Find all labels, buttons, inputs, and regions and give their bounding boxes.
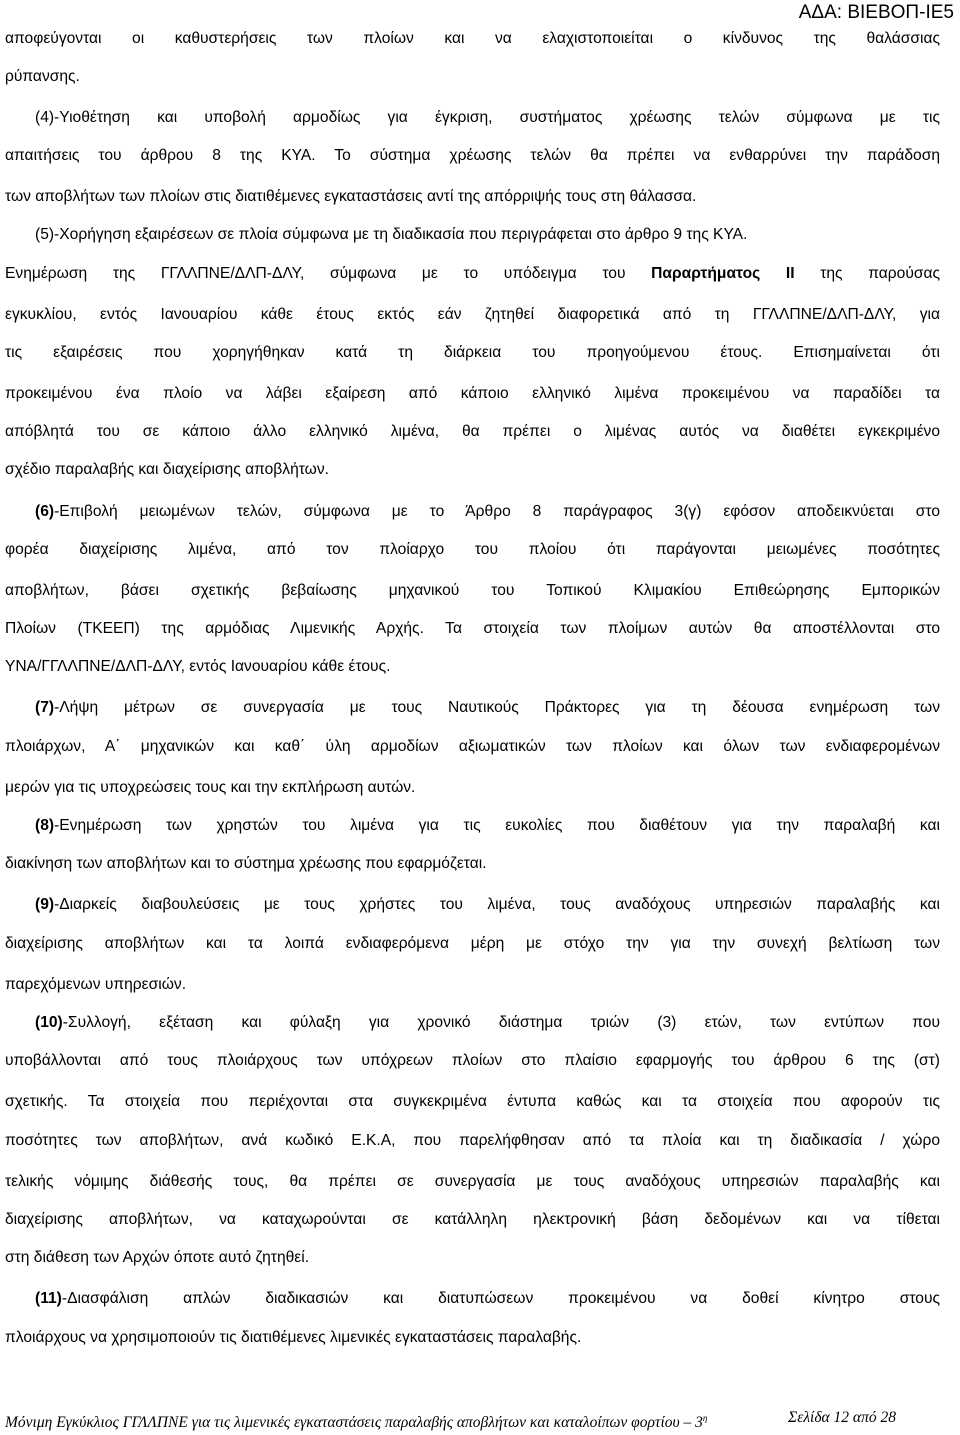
bold-text: (11) [35, 1290, 62, 1307]
text-segment: ποσότητες των αποβλήτων, ανά κωδικό Ε.Κ.Α, που παρελήφθησαν από τα πλοία και τη διαδικασία / χώρο [5, 1132, 940, 1149]
text-line [5, 137, 940, 175]
text-line [5, 648, 940, 686]
text-segment: -Συλλογή, εξέταση και φύλαξη για χρονικό διάστημα τριών (3) ετών, των εντύπων που [62, 1014, 940, 1031]
text-line [5, 925, 940, 963]
text-segment: πλοιάρχων, Α΄ μηχανικών και καθ΄ ύλη αρμοδίων αξιωματικών των πλοίων και όλων των ενδιαφερομένων [5, 738, 940, 755]
text-segment: διαχείρισης αποβλήτων, να καταχωρούνται σε κατάλληλη ηλεκτρονική βάση δεδομένων και να τίθεται [5, 1211, 940, 1228]
text-segment: αποφεύγονται οι καθυστερήσεις των πλοίων και να ελαχιστοποιείται ο κίνδυνος της θαλάσσιας [5, 30, 940, 47]
text-segment: (5)-Χορήγηση εξαιρέσεων σε πλοία σύμφωνα με τη διαδικασία που περιγράφεται στο άρθρο 9 της ΚΥΑ. [35, 226, 748, 243]
text-segment: τις εξαιρέσεις που χορηγήθηκαν κατά τη διάρκεια του προηγούμενου έτους. Επισημαίνεται ότι [5, 344, 940, 361]
text-line [5, 255, 940, 293]
text-line [5, 1201, 940, 1239]
text-segment: στη διάθεση των Αρχών όποτε αυτό ζητηθεί. [5, 1249, 310, 1266]
text-segment: Ενημέρωση της ΓΓΛΛΠΝΕ/ΔΛΠ-ΔΛΥ, σύμφωνα με το υπόδειγμα του [5, 265, 652, 282]
text-segment: πλοιάρχους να χρησιμοποιούν τις διατιθέμενες λιμενικές εγκαταστάσεις παραλαβής. [5, 1329, 582, 1346]
text-line [5, 966, 940, 1004]
text-line [5, 20, 940, 58]
text-segment: -Διασφάλιση απλών διαδικασιών και διατυπώσεων προκειμένου να δοθεί κίνητρο στους [61, 1290, 940, 1307]
text-segment: διαχείρισης αποβλήτων και τα λοιπά ενδιαφερόμενα μέρη με στόχο την για την συνεχή βελτίωση των [5, 935, 940, 952]
text-line [5, 1122, 940, 1160]
paragraph-6-start [35, 493, 940, 531]
paragraph-10-start [35, 1004, 940, 1042]
text-segment: ΥΝΑ/ΓΓΛΛΠΝΕ/ΔΛΠ-ΔΛΥ, εντός Ιανουαρίου κάθε έτους. [5, 658, 391, 675]
text-segment: της παρούσας [794, 265, 941, 282]
paragraph-11-start [35, 1280, 940, 1318]
text-line [5, 178, 940, 216]
footer-page-number: Σελίδα 12 από 28 [788, 1409, 896, 1426]
text-line [5, 375, 940, 413]
text-line [5, 334, 940, 372]
text-segment: ρύπανσης. [5, 68, 80, 85]
text-line [5, 572, 940, 610]
bold-text: (8) [35, 817, 55, 834]
text-segment: διακίνηση των αποβλήτων και το σύστημα χρέωσης που εφαρμόζεται. [5, 855, 487, 872]
bold-text: (7) [35, 699, 55, 716]
text-line [5, 1319, 940, 1357]
text-line [5, 1083, 940, 1121]
text-segment: (4)-Υιοθέτηση και υποβολή αρμοδίως για έγκριση, συστήματος χρέωσης τελών σύμφωνα με τις [35, 109, 940, 126]
text-segment: εγκυκλίου, εντός Ιανουαρίου κάθε έτους εκτός εάν ζητηθεί διαφορετικά από τη ΓΓΛΛΠΝΕ/ΔΛΠ-ΔΛΥ, για [5, 306, 940, 323]
text-segment: -Διαρκείς διαβουλεύσεις με τους χρήστες του λιμένα, τους αναδόχους υπηρεσιών παραλαβής και [54, 896, 940, 913]
text-line [5, 610, 940, 648]
paragraph-9-start [35, 886, 940, 924]
bold-text: (10) [35, 1014, 63, 1031]
text-line [5, 451, 940, 489]
paragraph-8-start [35, 807, 940, 845]
text-line [5, 728, 940, 766]
text-segment: προκειμένου ένα πλοίο να λάβει εξαίρεση από κάποιο ελληνικό λιμένα προκειμένου να παραδίδει τα [5, 385, 940, 402]
text-segment: αποβλήτων, βάσει σχετικής βεβαίωσης μηχανικού του Τοπικού Κλιμακίου Επιθεώρησης Εμπορικών [5, 582, 940, 599]
text-segment: σχετικής. Τα στοιχεία που περιέχονται στα συγκεκριμένα έντυπα καθώς και τα στοιχεία που αφορούν τις [5, 1093, 940, 1110]
text-segment: απόβλητά του σε κάποιο άλλο ελληνικό λιμένα, θα πρέπει ο λιμένας αυτός να διαθέτει εγκεκριμένο [5, 423, 940, 440]
text-line [5, 413, 940, 451]
text-line [5, 531, 940, 569]
text-segment: -Λήψη μέτρων σε συνεργασία με τους Ναυτικούς Πράκτορες για τη δέουσα ενημέρωση των [54, 699, 940, 716]
text-segment: Πλοίων (ΤΚΕΕΠ) της αρμόδιας Λιμενικής Αρχής. Τα στοιχεία των πλοίμων αυτών θα αποστέλλονται στο [5, 620, 940, 637]
text-segment: απαιτήσεις του άρθρου 8 της ΚΥΑ. Το σύστημα χρέωσης τελών θα πρέπει να ενθαρρύνει την παράδοση [5, 147, 940, 164]
text-segment: -Επιβολή μειωμένων τελών, σύμφωνα με το Άρθρο 8 παράγραφος 3(γ) εφόσον αποδεικνύεται στο [54, 503, 940, 520]
paragraph-5-start [35, 216, 940, 254]
text-line [5, 845, 940, 883]
text-line [5, 1163, 940, 1201]
text-segment: των αποβλήτων των πλοίων στις διατιθέμενες εγκαταστάσεις αντί της απόρριψής τους στη θάλασσα. [5, 188, 697, 205]
text-line [5, 769, 940, 807]
text-segment: παρεχόμενων υπηρεσιών. [5, 976, 187, 993]
text-segment: τελικής νόμιμης διάθεσής τους, θα πρέπει σε συνεργασία με τους αναδόχους υπηρεσιών παραλαβής και [5, 1173, 940, 1190]
text-line [5, 58, 940, 96]
text-line [5, 1042, 940, 1080]
bold-text: Παραρτήματος ΙΙ [651, 265, 795, 282]
text-segment: υποβάλλονται από τους πλοιάρχους των υπόχρεων πλοίων στο πλαίσιο εφαρμογής του άρθρου 6 της (στ) [5, 1052, 940, 1069]
text-segment: -Ενημέρωση των χρηστών του λιμένα για τις ευκολίες που διαθέτουν για την παραλαβή και [54, 817, 940, 834]
page-footer [5, 1408, 940, 1433]
paragraph-4-start [35, 99, 940, 137]
text-segment: μερών για τις υποχρεώσεις τους και την εκπλήρωση αυτών. [5, 779, 416, 796]
bold-text: (6) [35, 503, 55, 520]
text-segment: φορέα διαχείρισης λιμένα, από τον πλοίαρχο του πλοίου ότι παράγονται μειωμένες ποσότητες [5, 541, 940, 558]
footer-document-title: Μόνιμη Εγκύκλιος ΓΓΛΛΠΝΕ για τις λιμενικές εγκαταστάσεις παραλαβής αποβλήτων και καταλοίπων φορτίου – 3 [5, 1414, 703, 1432]
text-segment: σχέδιο παραλαβής και διαχείρισης αποβλήτων. [5, 461, 329, 478]
footer-edition-superscript: η [702, 1413, 708, 1423]
text-line [5, 1239, 940, 1277]
paragraph-7-start [35, 689, 940, 727]
document-ada-code: ΑΔΑ: ΒΙΕΒΟΠ-ΙΕ5 [798, 2, 954, 23]
bold-text: (9) [35, 896, 55, 913]
text-line [5, 296, 940, 334]
